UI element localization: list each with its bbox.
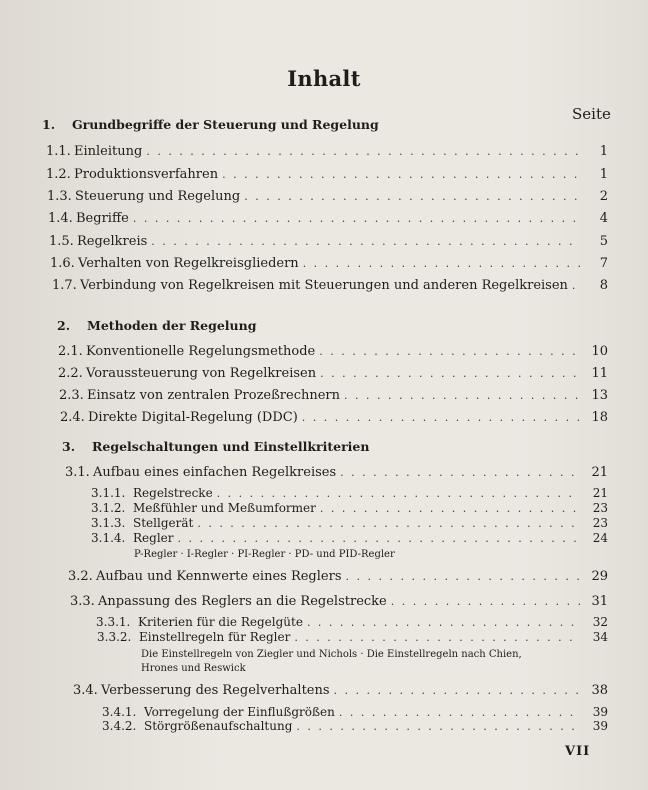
leader-dots: [302, 411, 580, 424]
entry-number: 3.3.2.: [97, 630, 132, 644]
entry-number: 3.1.2.: [91, 501, 126, 515]
entry-number: 1.4.: [48, 211, 73, 226]
entry-number: 1.3.: [47, 189, 72, 204]
entry-page: 34: [592, 630, 608, 644]
leader-dots: [346, 570, 581, 583]
regler-detail: P-Regler · I-Regler · PI-Regler · PD- und PID-Regler: [134, 549, 395, 560]
page-column-label: Seite: [572, 105, 611, 123]
entry-page: 39: [592, 719, 608, 733]
leader-dots: [178, 532, 581, 545]
entry-text: Begriffe: [76, 211, 129, 226]
entry-text: Aufbau eines einfachen Regelkreises: [93, 465, 337, 480]
toc-entry: [50, 256, 608, 271]
entry-page: 11: [591, 366, 608, 381]
leader-dots: [319, 345, 580, 358]
entry-page: 21: [592, 486, 608, 500]
toc-entry: [46, 144, 608, 159]
toc-entry: [73, 683, 608, 698]
entry-text: Produktionsverfahren: [74, 167, 219, 182]
leader-dots: [339, 706, 580, 719]
toc-subentry: [91, 516, 608, 530]
chapter-heading: [42, 117, 379, 132]
entry-number: 1.6.: [50, 256, 75, 271]
leader-dots: [296, 720, 580, 733]
toc-subentry: [97, 630, 608, 644]
entry-number: 3.4.2.: [102, 719, 137, 733]
entry-text: Stellgerät: [133, 516, 194, 530]
entry-text: Anpassung des Reglers an die Regelstrecke: [98, 594, 387, 609]
entry-text: Einleitung: [74, 144, 143, 159]
leader-dots: [222, 168, 580, 181]
leader-dots: [320, 502, 580, 515]
entry-page: 39: [592, 705, 608, 719]
entry-text: Aufbau und Kennwerte eines Reglers: [96, 569, 342, 584]
toc-subentry: [91, 531, 608, 545]
einstellregeln-detail-line1: Die Einstellregeln von Ziegler und Nichols · Die Einstellregeln nach Chien,: [141, 649, 522, 660]
entry-page: 18: [591, 410, 608, 425]
entry-number: 3.3.1.: [96, 615, 131, 629]
leader-dots: [217, 487, 580, 500]
entry-number: 1.2.: [46, 167, 71, 182]
entry-page: 10: [591, 344, 608, 359]
entry-text: Störgrößenaufschaltung: [144, 719, 293, 733]
toc-entry: [46, 167, 608, 182]
toc-subentry: [91, 486, 608, 500]
entry-page: 2: [599, 189, 608, 204]
toc-entry: [65, 465, 608, 480]
chapter-heading: [62, 439, 369, 454]
page-title: Inhalt: [287, 66, 361, 91]
leader-dots: [294, 631, 580, 644]
toc-entry: [48, 211, 608, 226]
entry-text: Direkte Digital-Regelung (DDC): [88, 410, 298, 425]
entry-text: Voraussteuerung von Regelkreisen: [86, 366, 317, 381]
entry-page: 24: [592, 531, 608, 545]
leader-dots: [146, 145, 580, 158]
entry-number: 2.3.: [59, 388, 84, 403]
chapter-title: Methoden der Regelung: [87, 318, 257, 333]
entry-number: 1.1.: [46, 144, 71, 159]
page-number: VII: [565, 744, 591, 759]
leader-dots: [197, 517, 580, 530]
chapter-title: Grundbegriffe der Steuerung und Regelung: [72, 117, 379, 132]
entry-page: 29: [591, 569, 608, 584]
entry-page: 13: [591, 388, 608, 403]
entry-text: Verhalten von Regelkreisgliedern: [78, 256, 299, 271]
entry-text: Regler: [133, 531, 174, 545]
toc-entry: [52, 278, 608, 293]
entry-page: 7: [599, 256, 608, 271]
entry-text: Meßfühler und Meßumformer: [133, 501, 316, 515]
entry-text: Einsatz von zentralen Prozeßrechnern: [87, 388, 341, 403]
leader-dots: [244, 190, 580, 203]
entry-number: 3.2.: [68, 569, 93, 584]
chapter-heading: [57, 318, 256, 333]
entry-page: 23: [592, 501, 608, 515]
toc-entry: [59, 388, 608, 403]
entry-page: 21: [591, 465, 608, 480]
leader-dots: [151, 235, 580, 248]
toc-entry: [47, 189, 608, 204]
chapter-number: 3.: [62, 439, 76, 454]
toc-subentry: [102, 719, 608, 733]
entry-number: 3.3.: [70, 594, 95, 609]
entry-text: Steuerung und Regelung: [75, 189, 241, 204]
toc-subentry: [91, 501, 608, 515]
toc-entry: [70, 594, 608, 609]
leader-dots: [320, 367, 580, 380]
entry-text: Einstellregeln für Regler: [139, 630, 291, 644]
leader-dots: [340, 466, 580, 479]
entry-text: Regelkreis: [77, 234, 148, 249]
entry-page: 5: [599, 234, 608, 249]
leader-dots: [303, 257, 580, 270]
leader-dots: [572, 279, 580, 292]
entry-page: 8: [599, 278, 608, 293]
entry-page: 31: [591, 594, 608, 609]
entry-number: 3.1.4.: [91, 531, 126, 545]
entry-number: 1.7.: [52, 278, 77, 293]
toc-entry: [49, 234, 608, 249]
leader-dots: [133, 212, 580, 225]
entry-number: 3.1.1.: [91, 486, 126, 500]
toc-entry: [58, 366, 608, 381]
entry-text: Konventionelle Regelungsmethode: [86, 344, 316, 359]
entry-page: 23: [592, 516, 608, 530]
entry-text: Regelstrecke: [133, 486, 213, 500]
leader-dots: [307, 616, 580, 629]
leader-dots: [391, 595, 580, 608]
entry-page: 1: [599, 144, 608, 159]
entry-number: 2.2.: [58, 366, 83, 381]
toc-subentry: [102, 705, 608, 719]
toc-entry: [60, 410, 608, 425]
entry-page: 32: [592, 615, 608, 629]
entry-number: 3.4.1.: [102, 705, 137, 719]
entry-text: Verbindung von Regelkreisen mit Steuerungen und anderen Regelkreisen: [80, 278, 568, 293]
toc-subentry: [96, 615, 608, 629]
entry-text: Vorregelung der Einflußgrößen: [144, 705, 335, 719]
leader-dots: [334, 684, 580, 697]
leader-dots: [344, 389, 580, 402]
entry-number: 3.1.3.: [91, 516, 126, 530]
entry-text: Verbesserung des Regelverhaltens: [101, 683, 330, 698]
entry-page: 1: [599, 167, 608, 182]
entry-number: 3.4.: [73, 683, 98, 698]
entry-number: 2.4.: [60, 410, 85, 425]
einstellregeln-detail-line2: Hrones und Reswick: [141, 663, 246, 674]
entry-page: 4: [599, 211, 608, 226]
entry-text: Kriterien für die Regelgüte: [138, 615, 303, 629]
entry-page: 38: [591, 683, 608, 698]
chapter-number: 2.: [57, 318, 71, 333]
entry-number: 1.5.: [49, 234, 74, 249]
chapter-title: Regelschaltungen und Einstellkriterien: [92, 439, 370, 454]
entry-number: 2.1.: [58, 344, 83, 359]
toc-entry: [68, 569, 608, 584]
entry-number: 3.1.: [65, 465, 90, 480]
toc-entry: [58, 344, 608, 359]
chapter-number: 1.: [42, 117, 56, 132]
